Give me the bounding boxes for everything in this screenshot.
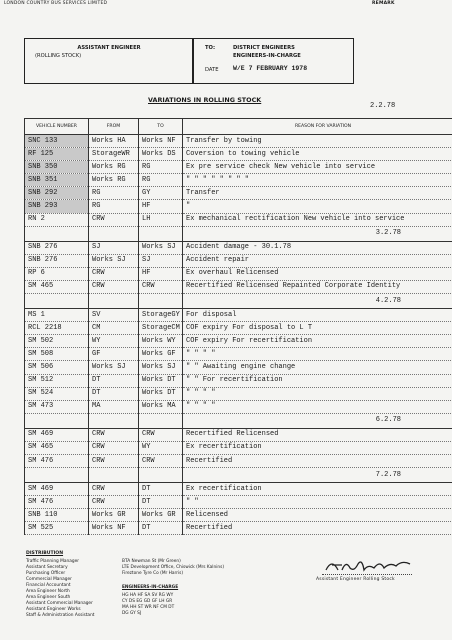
section-date: 4.2.78 xyxy=(183,294,452,309)
distribution-item: BTA Newman St (Mr Green) xyxy=(122,559,181,564)
distribution-item: Financial Accountant xyxy=(26,583,71,588)
col-to: TO xyxy=(139,119,183,135)
to-cell: HF xyxy=(139,267,183,280)
reason-cell: For disposal xyxy=(183,309,452,322)
vehicle-number-cell: SNB 292 xyxy=(25,187,89,200)
from-cell: CRW xyxy=(89,213,139,226)
table-row xyxy=(25,213,452,226)
table-row xyxy=(25,361,452,374)
vehicle-number-cell: SM 469 xyxy=(25,428,89,441)
distribution-heading: DISTRIBUTION xyxy=(26,551,64,556)
table-row xyxy=(25,400,452,413)
reason-cell: Recertified Relicensed Repainted Corporate Identity xyxy=(183,280,452,293)
table-row xyxy=(25,335,452,348)
distribution-middle-list xyxy=(122,559,224,577)
from-cell: DT xyxy=(89,374,139,387)
vehicle-number-cell: SM 508 xyxy=(25,348,89,361)
from-title: ASSISTANT ENGINEER xyxy=(77,45,141,51)
table-row xyxy=(25,135,452,148)
signature-line xyxy=(322,574,412,575)
to-cell: Works DT xyxy=(139,387,183,400)
vehicle-number-cell: SNB 276 xyxy=(25,254,89,267)
date-row xyxy=(25,468,452,483)
reason-cell: " xyxy=(183,200,452,213)
engineers-heading: ENGINEERS-IN-CHARGE xyxy=(122,585,179,590)
table-row xyxy=(25,483,452,496)
table-row xyxy=(25,174,452,187)
reason-cell: Accident damage - 30.1.78 xyxy=(183,241,452,254)
table-row xyxy=(25,374,452,387)
from-cell: CRW xyxy=(89,483,139,496)
from-cell: CM xyxy=(89,322,139,335)
to-cell: Works SJ xyxy=(139,361,183,374)
signature-image xyxy=(322,556,414,576)
reason-cell: Recertified Relicensed xyxy=(183,428,452,441)
vehicle-number-cell: MS 1 xyxy=(25,309,89,322)
to-cell: GY xyxy=(139,187,183,200)
distribution-item: Staff & Administration Assistant xyxy=(26,613,95,618)
variations-table xyxy=(24,118,452,535)
to-line-1: DISTRICT ENGINEERS xyxy=(233,45,295,51)
from-cell: SJ xyxy=(89,241,139,254)
to-cell: Works NF xyxy=(139,135,183,148)
from-cell: StorageWR xyxy=(89,148,139,161)
remark-stamp: REMARK xyxy=(372,1,395,6)
vehicle-number-cell: RN 2 xyxy=(25,213,89,226)
to-cell: CRW xyxy=(139,280,183,293)
distribution-item: Area Engineer North xyxy=(26,589,70,594)
table-row xyxy=(25,387,452,400)
signature-title: Assistant Engineer Rolling Stock xyxy=(316,577,395,582)
reason-cell: " " " " xyxy=(183,348,452,361)
distribution-item: Commercial Manager xyxy=(26,577,72,582)
table-row xyxy=(25,161,452,174)
distribution-item: Assistant Commercial Manager xyxy=(26,601,93,606)
from-cell: Works NF xyxy=(89,522,139,535)
table-row xyxy=(25,187,452,200)
reason-cell: Ex mechanical rectification New vehicle into service xyxy=(183,213,452,226)
vehicle-number-cell: SNB 351 xyxy=(25,174,89,187)
vehicle-number-cell: SNB 293 xyxy=(25,200,89,213)
to-cell: StorageCM xyxy=(139,322,183,335)
distribution-item: HG HA HF SA SV RG WY xyxy=(122,593,174,598)
reason-cell: " " " " " " " " xyxy=(183,174,452,187)
date-row xyxy=(25,226,452,241)
vehicle-number-cell: SM 524 xyxy=(25,387,89,400)
reason-cell: Coversion to towing vehicle xyxy=(183,148,452,161)
from-cell: CRW xyxy=(89,441,139,454)
reason-cell: Recertified xyxy=(183,522,452,535)
vehicle-number-cell: SM 465 xyxy=(25,280,89,293)
to-cell: CRW xyxy=(139,454,183,467)
from-cell: Works SJ xyxy=(89,361,139,374)
to-cell: CRW xyxy=(139,428,183,441)
vehicle-number-cell: SM 506 xyxy=(25,361,89,374)
table-row xyxy=(25,428,452,441)
distribution-item: Area Engineer South xyxy=(26,595,71,600)
table-row xyxy=(25,348,452,361)
to-cell: Works SJ xyxy=(139,241,183,254)
distribution-item: LTE Development Office, Chiswick (Mrs Kalnins) xyxy=(122,565,225,570)
to-line-2: ENGINEERS-IN-CHARGE xyxy=(233,53,301,59)
from-cell: SV xyxy=(89,309,139,322)
to-cell: Works DT xyxy=(139,374,183,387)
from-cell: RG xyxy=(89,187,139,200)
to-cell: Works GR xyxy=(139,509,183,522)
distribution-item: Assistant Secretary xyxy=(26,565,68,570)
vehicle-number-cell: SM 476 xyxy=(25,496,89,509)
vehicle-number-cell: SNB 276 xyxy=(25,241,89,254)
distribution-item: MA HH ST WR NF CM DT xyxy=(122,605,175,610)
vehicle-number-cell: RF 125 xyxy=(25,148,89,161)
table-row xyxy=(25,322,452,335)
reason-cell: Ex recertification xyxy=(183,483,452,496)
vehicle-number-cell: SNC 133 xyxy=(25,135,89,148)
from-cell: CRW xyxy=(89,280,139,293)
vehicle-number-cell: SM 465 xyxy=(25,441,89,454)
table-row xyxy=(25,241,452,254)
reason-cell: Transfer xyxy=(183,187,452,200)
reason-cell: Accident repair xyxy=(183,254,452,267)
reason-cell: " " For recertification xyxy=(183,374,452,387)
reason-cell: " " xyxy=(183,496,452,509)
to-cell: Works GF xyxy=(139,348,183,361)
distribution-left-list xyxy=(26,559,94,619)
from-cell: Works RG xyxy=(89,174,139,187)
reason-cell: Relicensed xyxy=(183,509,452,522)
reason-cell: Ex pre service check New vehicle into service xyxy=(183,161,452,174)
table-row xyxy=(25,522,452,535)
reason-cell: Ex recertification xyxy=(183,441,452,454)
from-cell: MA xyxy=(89,400,139,413)
engineers-list xyxy=(122,593,174,617)
vehicle-number-cell: RP 6 xyxy=(25,267,89,280)
reason-cell: " " " " xyxy=(183,400,452,413)
from-subtitle: (ROLLING STOCK) xyxy=(35,53,82,59)
to-box xyxy=(192,38,354,84)
from-cell: CRW xyxy=(89,428,139,441)
reason-cell: COF expiry For recertification xyxy=(183,335,452,348)
from-box xyxy=(24,38,194,84)
table-row xyxy=(25,267,452,280)
reason-cell: Recertified xyxy=(183,454,452,467)
reason-cell: COF expiry For disposal to L T xyxy=(183,322,452,335)
from-cell: WY xyxy=(89,335,139,348)
distribution-item: CY DS EG GD GF LH GR xyxy=(122,599,173,604)
section-date: 3.2.78 xyxy=(183,226,452,241)
table-row xyxy=(25,454,452,467)
col-vehicle-number: VEHICLE NUMBER xyxy=(25,119,89,135)
col-reason: REASON FOR VARIATION xyxy=(183,119,452,135)
vehicle-number-cell: SM 502 xyxy=(25,335,89,348)
date-row xyxy=(25,413,452,428)
to-cell: HF xyxy=(139,200,183,213)
table-body xyxy=(25,135,452,535)
vehicle-number-cell: SM 469 xyxy=(25,483,89,496)
to-cell: DT xyxy=(139,522,183,535)
to-cell: Works DS xyxy=(139,148,183,161)
date-label: DATE xyxy=(205,67,219,73)
first-date: 2.2.78 xyxy=(370,102,396,110)
to-cell: StorageGY xyxy=(139,309,183,322)
vehicle-number-cell: SM 473 xyxy=(25,400,89,413)
from-cell: CRW xyxy=(89,496,139,509)
table-row xyxy=(25,280,452,293)
date-row xyxy=(25,294,452,309)
table-row xyxy=(25,148,452,161)
to-cell: RG xyxy=(139,174,183,187)
to-cell: SJ xyxy=(139,254,183,267)
vehicle-number-cell: SM 476 xyxy=(25,454,89,467)
from-cell: Works HA xyxy=(89,135,139,148)
to-cell: WY xyxy=(139,441,183,454)
from-cell: CRW xyxy=(89,267,139,280)
from-cell: Works SJ xyxy=(89,254,139,267)
table-row xyxy=(25,200,452,213)
distribution-item: Assistant Engineer Works xyxy=(26,607,81,612)
vehicle-number-cell: SM 512 xyxy=(25,374,89,387)
table-row xyxy=(25,509,452,522)
from-cell: RG xyxy=(89,200,139,213)
to-label: TO: xyxy=(205,45,216,51)
to-cell: RG xyxy=(139,161,183,174)
to-cell: LH xyxy=(139,213,183,226)
distribution-item: Purchasing Officer xyxy=(26,571,66,576)
distribution-item: Traffic Planning Manager xyxy=(26,559,79,564)
to-cell: Works MA xyxy=(139,400,183,413)
company-name: LONDON COUNTRY BUS SERVICES LIMITED xyxy=(4,1,108,6)
from-cell: GF xyxy=(89,348,139,361)
to-cell: DT xyxy=(139,496,183,509)
from-cell: DT xyxy=(89,387,139,400)
reason-cell: Ex overhaul Relicensed xyxy=(183,267,452,280)
from-cell: CRW xyxy=(89,454,139,467)
table-row xyxy=(25,496,452,509)
from-cell: Works RG xyxy=(89,161,139,174)
vehicle-number-cell: SNB 350 xyxy=(25,161,89,174)
table-row xyxy=(25,441,452,454)
section-date: 7.2.78 xyxy=(183,468,452,483)
distribution-item: DG GY SJ xyxy=(122,611,142,616)
to-cell: Works WY xyxy=(139,335,183,348)
section-date: 6.2.78 xyxy=(183,413,452,428)
table-row xyxy=(25,309,452,322)
date-value: W/E 7 FEBRUARY 1978 xyxy=(233,65,308,72)
col-from: FROM xyxy=(89,119,139,135)
table-header-row xyxy=(25,119,452,135)
table-row xyxy=(25,254,452,267)
document-title: VARIATIONS IN ROLLING STOCK xyxy=(148,96,262,104)
to-cell: DT xyxy=(139,483,183,496)
vehicle-number-cell: SM 525 xyxy=(25,522,89,535)
reason-cell: Transfer by towing xyxy=(183,135,452,148)
distribution-item: Fireztone Tyre Co (Mr Harris) xyxy=(122,571,184,576)
from-cell: Works GR xyxy=(89,509,139,522)
reason-cell: " " " " xyxy=(183,387,452,400)
vehicle-number-cell: SNB 110 xyxy=(25,509,89,522)
vehicle-number-cell: RCL 2218 xyxy=(25,322,89,335)
reason-cell: " " Awaiting engine change xyxy=(183,361,452,374)
